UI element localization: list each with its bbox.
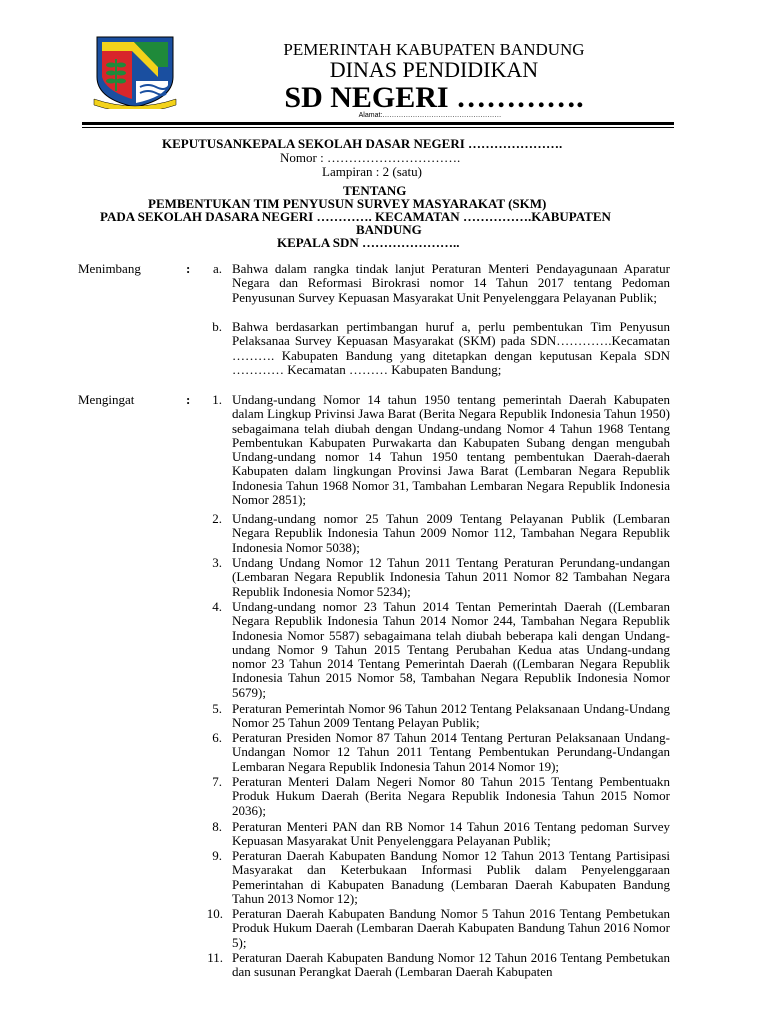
- mengingat-item-text: Undang-undang nomor 25 Tahun 2009 Tentang Pelayanan Publik (Lembaran Negara Republik Indonesia Tahun 2009 Nomor 112, Tambahan Negara Republik Indonesia Nomor 5038);: [232, 511, 670, 555]
- decree-subject-line1: PEMBENTUKAN TIM PENYUSUN SURVEY MASYARAKAT (SKM): [148, 196, 547, 211]
- mengingat-item-text: Peraturan Menteri Dalam Negeri Nomor 80 Tahun 2015 Tentang Pembentuakn Produk Hukum Daerah (Berita Negara Republik Indonesia Tahun 2015 Nomor 2036);: [232, 774, 670, 818]
- mengingat-item-number: 9.: [212, 848, 222, 863]
- decree-title: KEPUTUSANKEPALA SEKOLAH DASAR NEGERI ………………….: [162, 136, 563, 151]
- letterhead-government: PEMERINTAH KABUPATEN BANDUNG: [283, 40, 585, 59]
- mengingat-item-number: 7.: [212, 774, 222, 789]
- mengingat-item-number: 10.: [206, 906, 223, 921]
- menimbang-item-number: a.: [212, 261, 222, 276]
- mengingat-item-text: Peraturan Menteri PAN dan RB Nomor 14 Tahun 2016 Tentang pedoman Survey Kepuasan Masyarakat Unit Penyelenggara Pelayanan Publik;: [232, 819, 670, 849]
- mengingat-item-number: 11.: [207, 950, 223, 965]
- letterhead-agency: DINAS PENDIDIKAN: [329, 57, 539, 82]
- letterhead-rule-thin: [82, 127, 674, 128]
- mengingat-item-number: 6.: [212, 730, 222, 745]
- decree-number: Nomor : ………………………….: [280, 150, 461, 165]
- decree-signatory: KEPALA SDN …………………..: [277, 235, 460, 250]
- mengingat-item-text: Undang Undang Nomor 12 Tahun 2011 Tentang Peraturan Perundang-undangan (Lembaran Negara Republik Indonesia Tahun 2011 Nomor 82 Tambahan Negara Republik Indonesia Nomor 5234);: [232, 555, 670, 599]
- letterhead-rule-thick: [82, 122, 674, 125]
- letterhead-school: SD NEGERI ………….: [284, 81, 584, 114]
- decree-subject-line2: PADA SEKOLAH DASARA NEGERI …………. KECAMATAN …………….KABUPATEN: [100, 209, 611, 224]
- mengingat-item-number: 2.: [212, 511, 222, 526]
- decree-about-heading: TENTANG: [343, 183, 407, 198]
- mengingat-item-text: Peraturan Pemerintah Nomor 96 Tahun 2012 Tentang Pelaksanaan Undang-Undang Nomor 25 Tahun 2009 Tentang Pelayan Publik;: [232, 701, 670, 731]
- menimbang-colon: :: [186, 261, 191, 276]
- mengingat-item-number: 4.: [212, 599, 222, 614]
- menimbang-item-text: Bahwa berdasarkan pertimbangan huruf a, perlu pembentukan Tim Penyusun Pelaksanaa Survey Kepuasan Masyarakat (SKM) pada SDN………….Kecamatan ………. Kabupaten Bandung yang ditetapkan dengan keputusan Kepala SDN ………… Kecamatan ……… Kabupaten Bandung;: [232, 319, 670, 377]
- mengingat-item-text: Peraturan Daerah Kabupaten Bandung Nomor 12 Tahun 2016 Tentang Pembetukan dan susunan Perangkat Daerah (Lembaran Daerah Kabupaten: [232, 950, 670, 980]
- decree-attachment: Lampiran : 2 (satu): [322, 164, 422, 179]
- mengingat-item-number: 8.: [212, 819, 222, 834]
- mengingat-item-number: 1.: [212, 392, 222, 407]
- mengingat-item-text: Undang-undang nomor 23 Tahun 2014 Tentan Pemerintah Daerah ((Lembaran Negara Republik Indonesia Tahun 2014 Nomor 244, Tambahan Negara Republik Indonesia Nomor 5587) sebagaimana telah diubah beberapa kali dengan Undang-undang Nomor 9 Tahun 2015 Tentang Perubahan Kedua atas Undang-undang nomor 23 Tahun 2014 Tentang Pemerintah Daerah ((Lembaran Negara Republik Indonesia Tahun 2015 Nomor 58, Tambahan Negara Republik Indonesia Nomor 5679);: [232, 599, 670, 700]
- menimbang-item-text: Bahwa dalam rangka tindak lanjut Peraturan Menteri Pendayagunaan Aparatur Negara dan Reformasi Birokrasi nomor 14 Tahun 2017 tentang Pedoman Penyusunan Survey Kepuasan Masyarakat Unit Penyelenggara Pelayanan Publik;: [232, 261, 670, 305]
- mengingat-item-text: Peraturan Daerah Kabupaten Bandung Nomor 5 Tahun 2016 Tentang Pembetukan Produk Hukum Daerah (Lembaran Daerah Kabupaten Bandung Tahun 2016 Nomor 5);: [232, 906, 670, 950]
- mengingat-colon: :: [186, 392, 191, 407]
- mengingat-label: Mengingat: [78, 392, 135, 407]
- menimbang-item-number: b.: [212, 319, 222, 334]
- menimbang-label: Menimbang: [78, 261, 141, 276]
- mengingat-item-text: Peraturan Presiden Nomor 87 Tahun 2014 Tentang Perturan Pelaksanaan Undang-Undangan Nomor 12 Tahun 2011 Tentang Pembentukan Perundang-Undangan Lembaran Negara Republik Indonesia Tahun 2014 Nomor 19);: [232, 730, 670, 774]
- mengingat-item-text: Undang-undang Nomor 14 tahun 1950 tentang pemerintah Daerah Kabupaten dalam Lingkup Privinsi Jawa Barat (Berita Negara Republik Indonesia Tahun 1950) sebagaimana telah diubah dengan Undang-undang Nomor 4 Tahun 1968 Tentang Pembentukan Kabupaten Purwakarta dan Kabupaten Subang dengan mengubah Undang-undang nomor 14 Tahun 1950 tentang pembentukan Daerah-daerah Kabupaten dalam lingkungan Provinsi Jawa Barat (Lembaran Negara Republik Indonesia Tahun 1968 Nomor 31, Tambahan Lembaran Negara Republik Indonesia Nomor 2851);: [232, 392, 670, 508]
- letterhead-address: Alamat:……………………………………………: [358, 112, 502, 119]
- mengingat-item-number: 5.: [212, 701, 222, 716]
- kabupaten-bandung-logo: [92, 33, 178, 109]
- mengingat-item-text: Peraturan Daerah Kabupaten Bandung Nomor 12 Tahun 2013 Tentang Partisipasi Masyarakat dan Keterbukaan Informasi Publik dalam Penyelenggaraan Pemerintahan di Kabupaten Banadung (Lembaran Daerah Kabupaten Bandung Tahun 2013 Nomor 12);: [232, 848, 670, 906]
- mengingat-item-number: 3.: [212, 555, 222, 570]
- decree-subject-line3: BANDUNG: [356, 222, 422, 237]
